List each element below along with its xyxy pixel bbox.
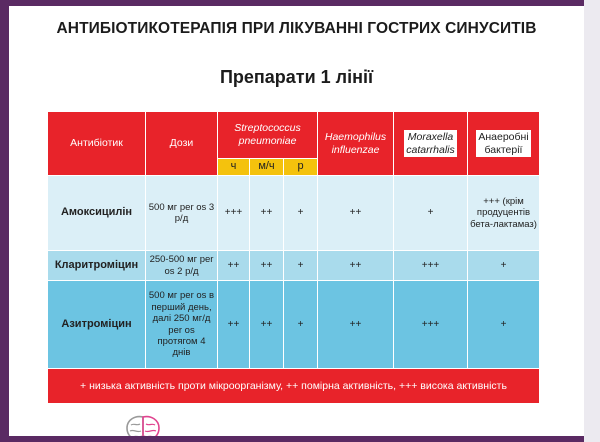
activity-anaerobic: +++ (крім продуцентів бета-лактамаз) bbox=[468, 176, 540, 251]
slide-subtitle: Препарати 1 лінії bbox=[219, 67, 374, 87]
subheader-r: р bbox=[284, 159, 318, 176]
header-haem-line2: influenzae bbox=[331, 143, 380, 156]
drug-dose: 500 мг per os 3 р/д bbox=[146, 176, 218, 251]
activity-mch: ++ bbox=[250, 281, 284, 369]
activity-haemophilus: ++ bbox=[318, 281, 394, 369]
activity-haemophilus: ++ bbox=[318, 251, 394, 281]
slide-title: АНТИБІОТИКОТЕРАПІЯ ПРИ ЛІКУВАННІ ГОСТРИХ СИНУСИТІВ bbox=[56, 20, 537, 37]
header-morax-box bbox=[404, 130, 456, 157]
header-doses: Дози bbox=[146, 112, 218, 176]
drug-name: Амоксицилін bbox=[48, 176, 146, 251]
header-strep-line1: Streptococcus bbox=[234, 122, 301, 135]
antibiotic-table bbox=[47, 111, 540, 404]
activity-anaerobic: + bbox=[468, 251, 540, 281]
activity-moraxella: + bbox=[394, 176, 468, 251]
legend-footer: + низька активність проти мікроорганізму, ++ помірна активність, +++ висока активність bbox=[48, 369, 540, 404]
header-anaer-line2: бактерії bbox=[484, 143, 523, 156]
drug-dose: 500 мг per os в перший день, далі 250 мг/д per os протягом 4 днів bbox=[146, 281, 218, 369]
header-haemophilus bbox=[318, 112, 394, 176]
drug-name: Кларитроміцин bbox=[48, 251, 146, 281]
activity-r: + bbox=[284, 176, 318, 251]
header-haem-line1: Haemophilus bbox=[324, 130, 387, 143]
header-morax-line1: Moraxella bbox=[407, 130, 454, 143]
activity-moraxella: +++ bbox=[394, 251, 468, 281]
header-moraxella bbox=[394, 112, 468, 176]
drug-name: Азитроміцин bbox=[48, 281, 146, 369]
header-morax-line2: catarrhalis bbox=[406, 143, 455, 156]
drug-dose: 250-500 мг per os 2 р/д bbox=[146, 251, 218, 281]
activity-r: + bbox=[284, 251, 318, 281]
activity-ch: ++ bbox=[218, 281, 250, 369]
activity-mch: ++ bbox=[250, 251, 284, 281]
activity-haemophilus: ++ bbox=[318, 176, 394, 251]
slide bbox=[9, 6, 584, 436]
activity-ch: +++ bbox=[218, 176, 250, 251]
activity-anaerobic: + bbox=[468, 281, 540, 369]
header-anaerobic bbox=[468, 112, 540, 176]
subheader-mch: м/ч bbox=[250, 159, 284, 176]
header-strep-line2: pneumoniae bbox=[238, 135, 297, 147]
header-antibiotic: Антибіотик bbox=[48, 112, 146, 176]
table-row bbox=[48, 176, 540, 251]
brain-icon bbox=[121, 413, 165, 436]
activity-r: + bbox=[284, 281, 318, 369]
activity-mch: ++ bbox=[250, 176, 284, 251]
right-edge-strip bbox=[584, 0, 600, 442]
header-anaer-box bbox=[476, 130, 530, 157]
table-row bbox=[48, 251, 540, 281]
table-row bbox=[48, 281, 540, 369]
header-anaer-line1: Анаеробні bbox=[478, 130, 529, 143]
subheader-ch: ч bbox=[218, 159, 250, 176]
activity-ch: ++ bbox=[218, 251, 250, 281]
header-streptococcus bbox=[218, 112, 318, 159]
activity-moraxella: +++ bbox=[394, 281, 468, 369]
